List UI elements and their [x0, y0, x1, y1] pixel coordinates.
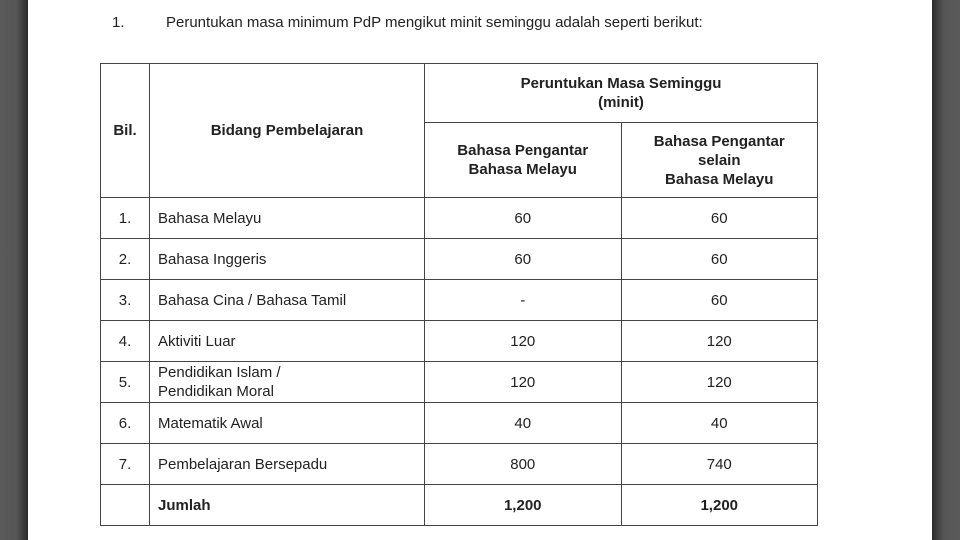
row-non-bm-minutes: 120 [621, 362, 818, 403]
header-col2-line2: selain [697, 151, 741, 169]
table-row [101, 198, 818, 239]
row-number: 2. [101, 239, 150, 280]
row-subject: Bahasa Cina / Bahasa Tamil [150, 280, 425, 321]
row-non-bm-minutes: 60 [621, 239, 818, 280]
row-bm-minutes: 60 [425, 198, 622, 239]
viewer-background-right [932, 0, 960, 540]
header-col1-line2: Bahasa Melayu [468, 161, 577, 178]
row-non-bm-minutes: 120 [621, 321, 818, 362]
row-non-bm-minutes: 740 [621, 444, 818, 485]
row-non-bm-minutes: 60 [621, 280, 818, 321]
header-col2-line3: Bahasa Melayu [665, 170, 774, 188]
time-allocation-table [100, 63, 818, 526]
row-subject-line2: Pendidikan Moral [158, 383, 274, 400]
table-row [101, 321, 818, 362]
table-row [101, 239, 818, 280]
row-subject [150, 362, 425, 403]
row-number: 5. [101, 362, 150, 403]
row-number: 3. [101, 280, 150, 321]
row-bm-minutes: 40 [425, 403, 622, 444]
total-bm-minutes: 1,200 [425, 485, 622, 526]
table-row [101, 280, 818, 321]
row-non-bm-minutes: 40 [621, 403, 818, 444]
row-bm-minutes: - [425, 280, 622, 321]
total-label: Jumlah [150, 485, 425, 526]
viewer-background-left [0, 0, 28, 540]
header-group-line1: Peruntukan Masa Seminggu [520, 75, 722, 92]
paragraph-number: 1. [112, 14, 125, 31]
header-col2-line1: Bahasa Pengantar [653, 132, 785, 150]
row-subject-line1: Pendidikan Islam / [158, 364, 281, 381]
row-number: 6. [101, 403, 150, 444]
table-row [101, 403, 818, 444]
row-number: 7. [101, 444, 150, 485]
row-bm-minutes: 120 [425, 321, 622, 362]
table-header-row [101, 64, 818, 123]
table-row [101, 444, 818, 485]
total-non-bm-minutes: 1,200 [621, 485, 818, 526]
row-subject: Aktiviti Luar [150, 321, 425, 362]
row-number: 1. [101, 198, 150, 239]
row-subject: Matematik Awal [150, 403, 425, 444]
table-row [101, 362, 818, 403]
row-number: 4. [101, 321, 150, 362]
row-non-bm-minutes: 60 [621, 198, 818, 239]
table-total-row [101, 485, 818, 526]
row-subject: Bahasa Inggeris [150, 239, 425, 280]
row-subject: Pembelajaran Bersepadu [150, 444, 425, 485]
row-subject: Bahasa Melayu [150, 198, 425, 239]
total-number-cell [101, 485, 150, 526]
header-bil: Bil. [101, 64, 150, 198]
header-group-line2: (minit) [598, 94, 644, 111]
row-bm-minutes: 60 [425, 239, 622, 280]
paragraph-text: Peruntukan masa minimum PdP mengikut minit seminggu adalah seperti berikut: [166, 14, 703, 31]
row-bm-minutes: 800 [425, 444, 622, 485]
header-time-allocation [425, 64, 818, 123]
header-non-bahasa-melayu [621, 123, 818, 198]
header-bidang: Bidang Pembelajaran [150, 64, 425, 198]
header-col1-line1: Bahasa Pengantar [457, 142, 589, 159]
header-bahasa-melayu [425, 123, 622, 198]
row-bm-minutes: 120 [425, 362, 622, 403]
